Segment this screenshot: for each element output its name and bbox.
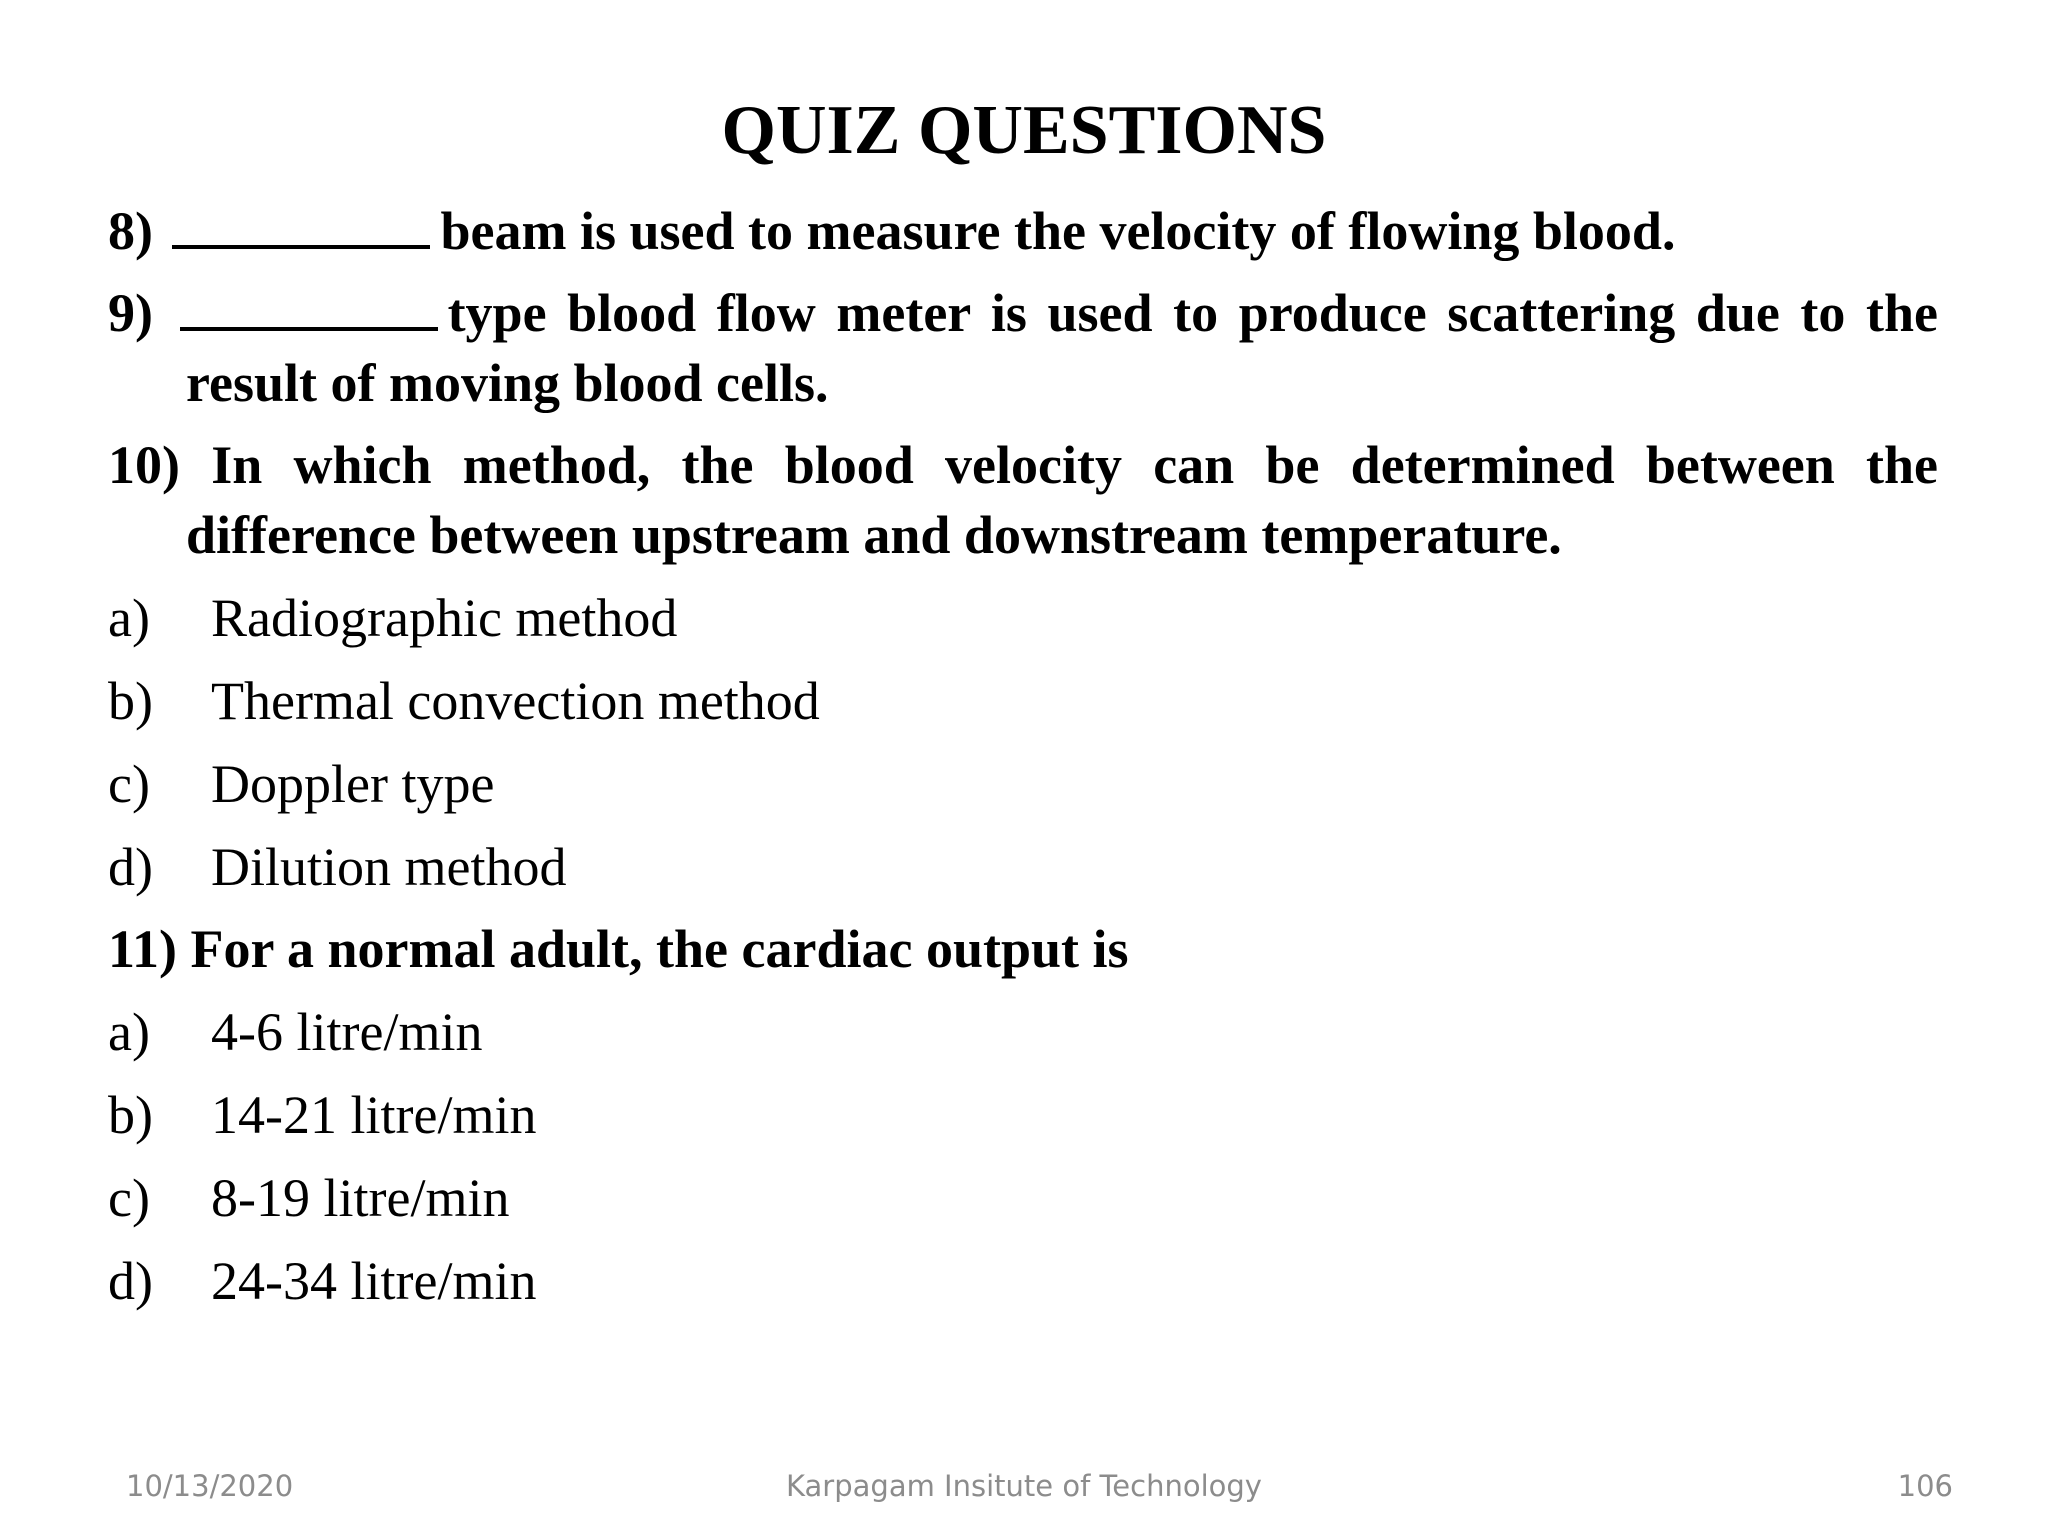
option-letter: b) — [108, 1085, 153, 1145]
option-text: Radiographic method — [211, 588, 678, 648]
footer-page-number: 106 — [1897, 1469, 1953, 1503]
option-text: Dilution method — [211, 837, 567, 897]
option-text: 8-19 litre/min — [211, 1168, 510, 1228]
question-9 — [108, 278, 1938, 418]
option-item — [108, 1245, 1938, 1317]
option-letter: b) — [108, 671, 153, 731]
option-text: Doppler type — [211, 754, 495, 814]
option-letter: a) — [108, 1002, 150, 1062]
question-number: 9) — [108, 283, 153, 343]
option-letter: d) — [108, 837, 153, 897]
option-item — [108, 582, 1938, 654]
question-text: type blood flow meter is used to produce scattering due to the result of moving blood cells. — [186, 283, 1938, 413]
option-item — [108, 1162, 1938, 1234]
question-number: 8) — [108, 201, 153, 261]
option-item — [108, 748, 1938, 820]
footer-organization: Karpagam Insitute of Technology — [786, 1469, 1262, 1503]
option-item — [108, 831, 1938, 903]
option-letter: d) — [108, 1251, 153, 1311]
answer-blank — [180, 283, 438, 331]
option-text: 24-34 litre/min — [211, 1251, 537, 1311]
option-text: 4-6 litre/min — [211, 1002, 483, 1062]
option-text: 14-21 litre/min — [211, 1085, 537, 1145]
question-text: In which method, the blood velocity can be determined between the difference between upstream and downstream temperature. — [186, 435, 1939, 565]
option-item — [108, 665, 1938, 737]
question-11 — [108, 914, 1938, 984]
question-10 — [108, 430, 1938, 570]
option-text: Thermal convection method — [211, 671, 820, 731]
question-number: 11) — [108, 919, 178, 979]
option-item — [108, 996, 1938, 1068]
option-letter: a) — [108, 588, 150, 648]
slide-title: QUIZ QUESTIONS — [721, 92, 1327, 169]
slide-content — [108, 196, 1938, 1328]
option-letter: c) — [108, 1168, 150, 1228]
option-item — [108, 1079, 1938, 1151]
question-text: For a normal adult, the cardiac output is — [190, 919, 1129, 979]
question-number: 10) — [108, 435, 180, 495]
option-letter: c) — [108, 754, 150, 814]
footer-date: 10/13/2020 — [126, 1469, 294, 1503]
question-8 — [108, 196, 1938, 266]
question-text: beam is used to measure the velocity of flowing blood. — [440, 201, 1676, 261]
answer-blank — [172, 201, 430, 249]
